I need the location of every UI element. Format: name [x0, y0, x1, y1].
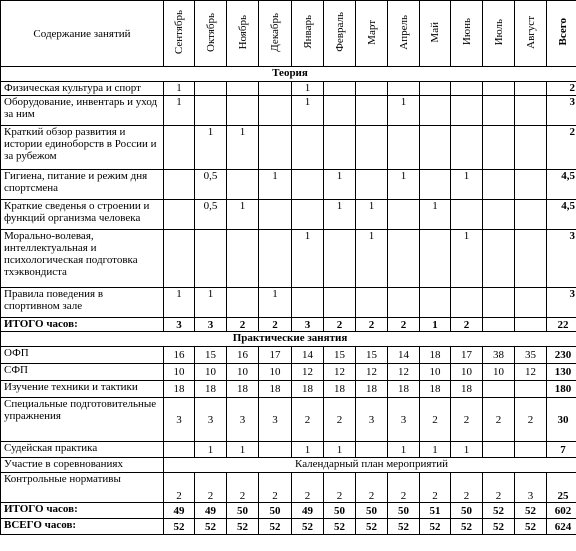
month-value: [420, 170, 451, 200]
month-value: 50: [259, 503, 292, 519]
month-value: 10: [164, 364, 195, 381]
month-value: 1: [164, 82, 195, 96]
month-value: [515, 170, 547, 200]
month-value: [451, 96, 483, 126]
month-value: 15: [324, 347, 356, 364]
month-value: 12: [324, 364, 356, 381]
month-value: [451, 82, 483, 96]
month-value: 3: [195, 398, 227, 442]
month-value: 0,5: [195, 200, 227, 230]
month-value: 12: [356, 364, 388, 381]
month-value: [515, 442, 547, 458]
month-value: [356, 96, 388, 126]
month-value: 18: [356, 381, 388, 398]
month-value: 18: [292, 381, 324, 398]
month-value: 2: [227, 318, 259, 332]
row-total: 7: [547, 442, 576, 458]
row-total: 3: [547, 230, 576, 288]
month-value: 16: [227, 347, 259, 364]
month-value: 2: [324, 398, 356, 442]
month-value: [388, 82, 420, 96]
month-value: [483, 318, 515, 332]
practice-section: [1, 332, 576, 458]
month-value: 10: [227, 364, 259, 381]
month-value: 2: [451, 318, 483, 332]
table-row: [1, 96, 576, 126]
row-label: Изучение техники и тактики: [1, 381, 164, 398]
header-month: Декабрь: [259, 1, 292, 67]
header-month: Апрель: [388, 1, 420, 67]
table-row: [1, 82, 576, 96]
month-value: [356, 126, 388, 170]
month-value: 1: [292, 442, 324, 458]
row-label: ОФП: [1, 347, 164, 364]
month-value: [483, 82, 515, 96]
month-value: 38: [483, 347, 515, 364]
month-value: 2: [324, 473, 356, 503]
row-label: ИТОГО часов:: [1, 503, 164, 519]
month-value: [515, 200, 547, 230]
month-value: 1: [195, 126, 227, 170]
grand-total-row: [1, 519, 576, 535]
header-month: Июль: [483, 1, 515, 67]
row-total: 130: [547, 364, 576, 381]
month-value: 52: [164, 519, 195, 535]
month-value: 2: [420, 473, 451, 503]
month-value: 52: [259, 519, 292, 535]
theory-section: [1, 67, 576, 332]
month-value: 2: [483, 473, 515, 503]
month-value: [356, 82, 388, 96]
month-value: 2: [259, 473, 292, 503]
month-value: 3: [164, 398, 195, 442]
month-value: 14: [388, 347, 420, 364]
month-value: 1: [388, 96, 420, 126]
month-value: [420, 288, 451, 318]
summary-row: [1, 318, 576, 332]
month-value: [451, 288, 483, 318]
month-value: 2: [292, 398, 324, 442]
month-value: [483, 381, 515, 398]
month-value: 3: [388, 398, 420, 442]
month-value: 52: [227, 519, 259, 535]
month-value: 52: [515, 503, 547, 519]
month-value: [388, 126, 420, 170]
month-value: 1: [451, 230, 483, 288]
month-value: 3: [356, 398, 388, 442]
header-month: Август: [515, 1, 547, 67]
month-value: [483, 126, 515, 170]
month-value: 52: [388, 519, 420, 535]
month-value: 1: [451, 442, 483, 458]
month-value: [227, 170, 259, 200]
month-value: [420, 82, 451, 96]
header-month: Январь: [292, 1, 324, 67]
row-total: 180: [547, 381, 576, 398]
month-value: 1: [420, 318, 451, 332]
table-row: [1, 364, 576, 381]
month-value: 3: [259, 398, 292, 442]
row-label: Физическая культура и спорт: [1, 82, 164, 96]
summary-row: [1, 503, 576, 519]
month-value: [515, 381, 547, 398]
header-month: Март: [356, 1, 388, 67]
month-value: 52: [292, 519, 324, 535]
header-topic: Содержание занятий: [1, 1, 164, 67]
month-value: [164, 170, 195, 200]
month-value: 2: [420, 398, 451, 442]
month-value: 2: [515, 398, 547, 442]
month-value: 18: [164, 381, 195, 398]
month-value: 1: [324, 442, 356, 458]
month-value: [515, 126, 547, 170]
month-value: 10: [259, 364, 292, 381]
row-label: Краткий обзор развития и истории единоборств в России и за рубежом: [1, 126, 164, 170]
month-value: [515, 82, 547, 96]
month-value: 52: [420, 519, 451, 535]
month-value: 2: [292, 473, 324, 503]
table-row: [1, 200, 576, 230]
month-value: 2: [451, 473, 483, 503]
month-value: [483, 442, 515, 458]
row-total: 624: [547, 519, 576, 535]
table-row: [1, 288, 576, 318]
month-value: 3: [292, 318, 324, 332]
month-value: 50: [227, 503, 259, 519]
month-value: 1: [356, 230, 388, 288]
month-value: [324, 230, 356, 288]
month-value: [292, 200, 324, 230]
month-value: 2: [164, 473, 195, 503]
header-row: [1, 1, 576, 67]
month-value: [324, 82, 356, 96]
month-value: [259, 82, 292, 96]
row-label: СФП: [1, 364, 164, 381]
month-value: 2: [451, 398, 483, 442]
month-value: [259, 126, 292, 170]
row-label: Судейская практика: [1, 442, 164, 458]
month-value: 1: [388, 442, 420, 458]
table-row: [1, 347, 576, 364]
month-value: 1: [324, 200, 356, 230]
row-total: 4,5: [547, 200, 576, 230]
month-value: 10: [420, 364, 451, 381]
row-label: Гигиена, питание и режим дня спортсмена: [1, 170, 164, 200]
table-row-control: [1, 473, 576, 503]
month-value: [292, 170, 324, 200]
month-value: 1: [420, 200, 451, 230]
month-value: [292, 288, 324, 318]
month-value: [451, 126, 483, 170]
table-row: [1, 126, 576, 170]
row-total: 25: [547, 473, 576, 503]
month-value: 2: [324, 318, 356, 332]
month-value: [515, 288, 547, 318]
month-value: [388, 200, 420, 230]
month-value: 1: [259, 170, 292, 200]
month-value: 49: [195, 503, 227, 519]
table-row-competitions: [1, 458, 576, 473]
month-value: 3: [227, 398, 259, 442]
month-value: [195, 82, 227, 96]
month-value: [259, 230, 292, 288]
month-value: 1: [420, 442, 451, 458]
month-value: 2: [483, 398, 515, 442]
month-value: [195, 230, 227, 288]
month-value: [324, 288, 356, 318]
row-total: 602: [547, 503, 576, 519]
month-value: 50: [324, 503, 356, 519]
header-month: Октябрь: [195, 1, 227, 67]
month-value: 1: [356, 200, 388, 230]
month-value: 10: [483, 364, 515, 381]
month-value: 51: [420, 503, 451, 519]
month-value: 0,5: [195, 170, 227, 200]
month-value: 15: [195, 347, 227, 364]
section-title-practice: Практические занятия: [1, 332, 576, 347]
month-value: 49: [164, 503, 195, 519]
month-value: 1: [292, 230, 324, 288]
row-total: 2: [547, 82, 576, 96]
month-value: [227, 96, 259, 126]
month-value: 52: [483, 503, 515, 519]
month-value: 52: [451, 519, 483, 535]
month-value: [483, 96, 515, 126]
month-value: 3: [515, 473, 547, 503]
month-value: 1: [164, 288, 195, 318]
month-value: 16: [164, 347, 195, 364]
month-value: [324, 96, 356, 126]
month-value: 52: [483, 519, 515, 535]
month-value: 18: [227, 381, 259, 398]
month-value: 1: [451, 170, 483, 200]
month-value: 18: [388, 381, 420, 398]
row-label: Морально-волевая, интеллектуальная и психологическая подготовка тхэквондиста: [1, 230, 164, 288]
month-value: 2: [388, 473, 420, 503]
month-value: 1: [388, 170, 420, 200]
month-value: [292, 126, 324, 170]
month-value: 1: [164, 96, 195, 126]
month-value: [420, 96, 451, 126]
month-value: 18: [259, 381, 292, 398]
month-value: [356, 288, 388, 318]
table-row: [1, 170, 576, 200]
month-value: 2: [356, 318, 388, 332]
month-value: 14: [292, 347, 324, 364]
row-label: Правила поведения в спортивном зале: [1, 288, 164, 318]
header-month: Февраль: [324, 1, 356, 67]
month-value: 52: [195, 519, 227, 535]
month-value: [483, 200, 515, 230]
month-value: [483, 230, 515, 288]
month-value: 15: [356, 347, 388, 364]
month-value: 18: [420, 381, 451, 398]
month-value: [164, 230, 195, 288]
month-value: 18: [451, 381, 483, 398]
month-value: [515, 230, 547, 288]
month-value: 18: [195, 381, 227, 398]
row-total: 230: [547, 347, 576, 364]
month-value: 1: [259, 288, 292, 318]
month-value: [483, 288, 515, 318]
month-value: 1: [195, 288, 227, 318]
month-value: 1: [324, 170, 356, 200]
month-value: [164, 200, 195, 230]
month-value: 1: [292, 96, 324, 126]
month-value: [515, 318, 547, 332]
month-value: [420, 126, 451, 170]
month-value: 12: [388, 364, 420, 381]
row-label: Оборудование, инвентарь и уход за ним: [1, 96, 164, 126]
header-month: Сентябрь: [164, 1, 195, 67]
row-label: Участие в соревнованиях: [1, 458, 164, 473]
header-month: Ноябрь: [227, 1, 259, 67]
month-value: 3: [164, 318, 195, 332]
month-value: 18: [420, 347, 451, 364]
month-value: [356, 442, 388, 458]
month-value: 52: [515, 519, 547, 535]
table-row: [1, 442, 576, 458]
totals-section: [1, 458, 576, 535]
month-value: 18: [324, 381, 356, 398]
month-value: [227, 288, 259, 318]
header-total: Всего: [547, 1, 576, 67]
month-value: 12: [292, 364, 324, 381]
month-value: 50: [388, 503, 420, 519]
month-value: [227, 82, 259, 96]
month-value: [259, 200, 292, 230]
month-value: [324, 126, 356, 170]
table-row: [1, 230, 576, 288]
month-value: [259, 442, 292, 458]
month-value: 35: [515, 347, 547, 364]
month-value: 52: [356, 519, 388, 535]
section-title-theory: Теория: [1, 67, 576, 82]
month-value: 50: [451, 503, 483, 519]
row-total: 30: [547, 398, 576, 442]
row-total: 4,5: [547, 170, 576, 200]
month-value: 49: [292, 503, 324, 519]
month-value: 12: [515, 364, 547, 381]
calendar-note: Календарный план мероприятий: [164, 458, 576, 473]
row-label: Контрольные нормативы: [1, 473, 164, 503]
month-value: 52: [324, 519, 356, 535]
month-value: [483, 170, 515, 200]
row-total: 3: [547, 288, 576, 318]
row-label: Специальные подготовительные упражнения: [1, 398, 164, 442]
table-row: [1, 381, 576, 398]
month-value: [388, 288, 420, 318]
header-month: Май: [420, 1, 451, 67]
month-value: 50: [356, 503, 388, 519]
month-value: [388, 230, 420, 288]
month-value: [195, 96, 227, 126]
month-value: [356, 170, 388, 200]
month-value: 2: [356, 473, 388, 503]
table-row: [1, 398, 576, 442]
month-value: 2: [388, 318, 420, 332]
month-value: [164, 442, 195, 458]
month-value: 1: [227, 442, 259, 458]
month-value: 2: [195, 473, 227, 503]
row-total: 22: [547, 318, 576, 332]
month-value: 1: [227, 200, 259, 230]
row-total: 3: [547, 96, 576, 126]
month-value: 10: [451, 364, 483, 381]
row-label: Краткие сведенья о строении и функций организма человека: [1, 200, 164, 230]
month-value: 1: [292, 82, 324, 96]
month-value: 3: [195, 318, 227, 332]
month-value: [515, 96, 547, 126]
month-value: 1: [195, 442, 227, 458]
row-total: 2: [547, 126, 576, 170]
row-label: ИТОГО часов:: [1, 318, 164, 332]
month-value: [164, 126, 195, 170]
month-value: 2: [227, 473, 259, 503]
month-value: [420, 230, 451, 288]
row-label: ВСЕГО часов:: [1, 519, 164, 535]
month-value: 2: [259, 318, 292, 332]
month-value: 1: [227, 126, 259, 170]
month-value: 17: [451, 347, 483, 364]
month-value: 17: [259, 347, 292, 364]
month-value: [227, 230, 259, 288]
month-value: [451, 200, 483, 230]
header-month: Июнь: [451, 1, 483, 67]
month-value: 10: [195, 364, 227, 381]
month-value: [259, 96, 292, 126]
